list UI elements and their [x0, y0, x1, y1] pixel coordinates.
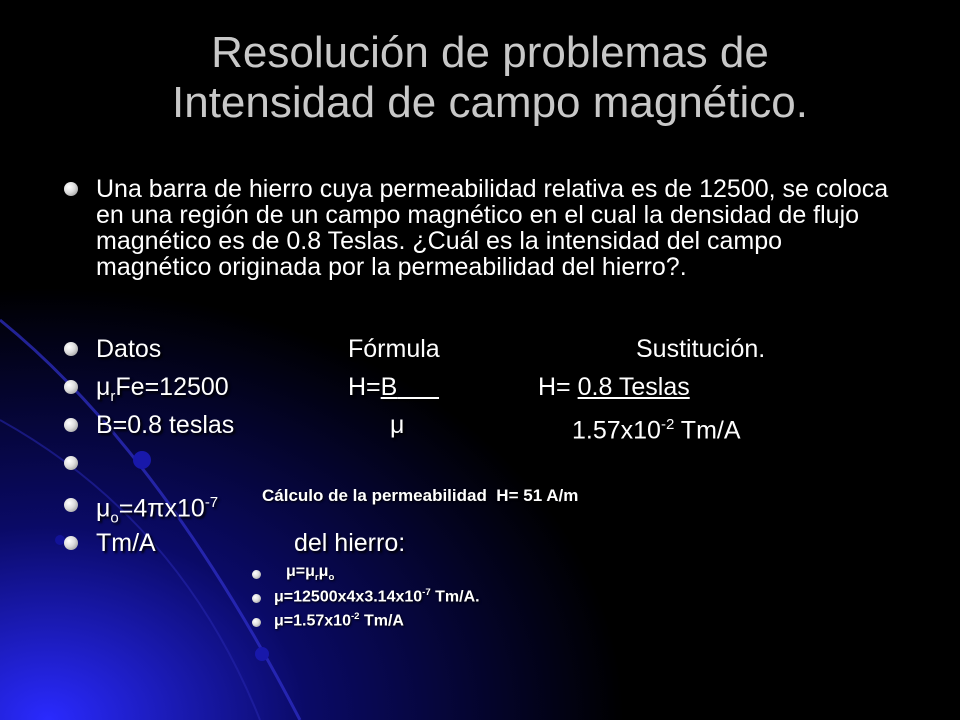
bullet-dot	[64, 380, 78, 394]
slide-title	[60, 28, 920, 128]
fe-value: Fe=12500	[115, 373, 229, 401]
sub-line-1: $\mu=\mu_r\mu_o$	[286, 563, 335, 584]
problem-statement: Una barra de hierro cuya permeabilidad relativa es de 12500, se coloca en una región de un campo magnético en el cual la densidad de flujo magnético es de 0.8 Teslas. ¿Cuál es la intensidad del campo magnético originada por la permeabilidad del hierro?.	[96, 175, 889, 281]
mu-o-value: $\mu_o=4\pi x10^{-7}$	[96, 494, 219, 527]
header-datos: Datos	[96, 335, 162, 363]
calculo-label: Cálculo de la permeabilidad H= 51 A/m	[262, 486, 579, 505]
sub-bullet-dot	[252, 570, 261, 579]
tm-a-unit: Tm/A	[96, 529, 156, 557]
mu-value: $1.57x10^{-2}$ Tm/A	[572, 416, 741, 445]
sub-bullet-dot	[252, 618, 261, 627]
bullet-dot	[64, 418, 78, 432]
b-numerator: B	[380, 373, 398, 401]
bullet-dot	[64, 342, 78, 356]
mu-denominator: μ	[390, 411, 405, 439]
sub-r: r	[110, 388, 116, 405]
header-sustitucion: Sustitución.	[636, 335, 766, 363]
title-line-1: Resolución de problemas de	[211, 28, 769, 77]
bullet-dot	[64, 536, 78, 550]
bullet-dot	[64, 498, 78, 512]
bullet-dot	[64, 182, 78, 196]
mu-r-fe	[96, 374, 229, 410]
sub-bullet-dot	[252, 594, 261, 603]
h-equals-2: H=	[538, 373, 578, 401]
del-hierro: del hierro:	[294, 529, 406, 557]
formula-h	[348, 374, 439, 400]
bullet-dot	[64, 456, 78, 470]
b-value: B=0.8 teslas	[96, 411, 235, 439]
h-equals: H=	[348, 373, 381, 401]
sub-line-3: $\mu=1.57x10^{-2}$ Tm/A	[274, 611, 404, 630]
sub-line-2: $\mu=12500x4x3.14x10^{-7}$ Tm/A.	[274, 587, 480, 606]
mu-symbol: μ	[96, 373, 111, 401]
teslas-value: 0.8 Teslas	[577, 373, 690, 401]
title-line-2: Intensidad de campo magnético.	[172, 78, 808, 127]
header-formula: Fórmula	[348, 335, 440, 363]
substitution-h	[538, 374, 690, 400]
